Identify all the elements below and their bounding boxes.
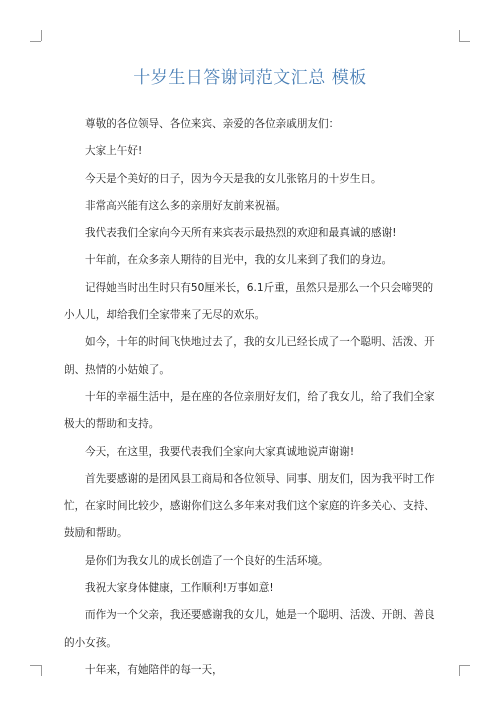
crop-mark-bottom-left-vertical [41,665,42,676]
paragraph: 我祝大家身体健康，工作顺利!万事如意! [85,582,274,595]
crop-mark-bottom-right-vertical [459,665,460,676]
document-title: 十岁生日答谢词范文汇总 模板 [133,68,367,88]
paragraph: 如今，十年的时间飞快地过去了，我的女儿已经长成了一个聪明、活泼、开朗、热情的小姑娘了。 [64,336,435,376]
document-body [64,111,436,684]
crop-mark-top-left-horizontal [30,41,41,42]
paragraph: 记得她当时出生时只有50厘米长，6.1斤重，虽然只是那么一个只会啼哭的小人儿，却给我们全家带来了无尽的欢乐。 [64,281,434,322]
crop-mark-bottom-left-horizontal [30,665,41,666]
paragraph: 今天是个美好的日子，因为今天是我的女儿张铭月的十岁生日。 [85,172,382,185]
paragraph: 是你们为我女儿的成长创造了一个良好的生活环境。 [85,554,329,567]
paragraph: 十年的幸福生活中，是在座的各位亲朋好友们，给了我女儿，给了我们全家极大的帮助和支持。 [64,390,435,431]
crop-mark-top-right-horizontal [459,41,470,42]
paragraph: 我代表我们全家向今天所有来宾表示最热烈的欢迎和最真诚的感谢! [85,227,397,240]
paragraph: 大家上午好! [85,145,143,158]
paragraph: 而作为一个父亲，我还要感谢我的女儿，她是一个聪明、活泼、开朗、善良的小女孩。 [64,609,435,649]
paragraph-salutation: 尊敬的各位领导、各位来宾、亲爱的各位亲戚朋友们： [85,118,340,130]
paragraph: 首先要感谢的是团风县工商局和各位领导、同事、朋友们，因为我平时工作忙，在家时间比较少，感谢你们这么多年来对我们这个家庭的许多关心、支持、鼓励和帮助。 [64,472,435,540]
paragraph: 十年来，有她陪伴的每一天， [85,663,223,676]
crop-mark-bottom-right-horizontal [459,665,470,666]
crop-mark-top-right-vertical [459,30,460,41]
paragraph: 今天，在这里，我要代表我们全家向大家真诚地说声谢谢! [85,445,355,458]
paragraph: 非常高兴能有这么多的亲朋好友前来祝福。 [85,199,287,212]
paragraph: 十年前，在众多亲人期待的目光中，我的女儿来到了我们的身边。 [85,254,393,267]
crop-mark-top-left-vertical [41,30,42,41]
